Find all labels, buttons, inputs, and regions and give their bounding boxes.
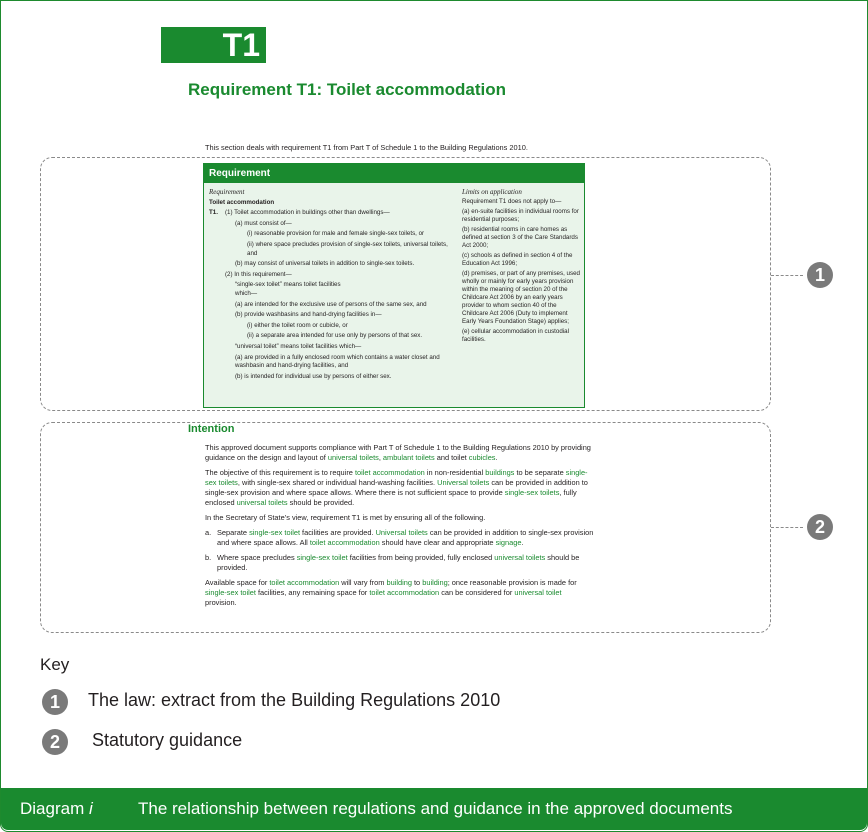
key-number-1: 1: [42, 689, 68, 715]
glossary-term: Universal toilets: [437, 478, 490, 487]
glossary-term: toilet accommodation: [369, 588, 440, 597]
definition-single-sex: “single-sex toilet” means toilet facilities which—: [235, 281, 341, 297]
intention-para-2: [205, 468, 595, 508]
clause-2d: (b) is intended for individual use by persons of either sex.: [235, 372, 392, 380]
limits-intro: Requirement T1 does not apply to—: [462, 198, 562, 205]
text-segment: Where space precludes: [217, 553, 297, 562]
text-segment: can be provided in addition to single-sex provision and where space allows. All: [217, 528, 594, 547]
glossary-term: toilet accommodation: [269, 578, 340, 587]
definition-universal: “universal toilet” means toilet facilities which—: [235, 342, 362, 350]
glossary-term: cubicles: [468, 453, 496, 462]
requirement-box: [203, 163, 585, 408]
diagram-caption: The relationship between regulations and guidance in the approved documents: [138, 799, 733, 818]
text-segment: should be provided.: [217, 553, 580, 572]
intention-para-1: [205, 443, 595, 463]
section-tab-label: T1: [222, 27, 260, 63]
callout-2: 2: [807, 514, 833, 540]
text-segment: .: [521, 538, 524, 547]
text-segment: ; once reasonable provision is made for: [447, 578, 577, 587]
diagram-label-number: i: [88, 799, 93, 818]
diagram-label-word: Diagram: [20, 799, 85, 818]
intention-para-3: In the Secretary of State’s view, requirement T1 is met by ensuring all of the following.: [205, 513, 486, 522]
glossary-term: building: [386, 578, 412, 587]
text-segment: The objective of this requirement is to require: [205, 468, 355, 477]
item-a-marker: a.: [205, 528, 212, 537]
requirement-column: [209, 188, 461, 381]
clause-2b-ii: (ii) a separate area intended for use only by persons of that sex.: [247, 332, 423, 340]
key-label-1: The law: extract from the Building Regulations 2010: [88, 690, 501, 710]
item-a-text: [217, 528, 593, 547]
intro-text: This section deals with requirement T1 from Part T of Schedule 1 to the Building Regulations 2010.: [205, 143, 528, 152]
text-segment: provision.: [205, 598, 237, 607]
glossary-term: Universal toilets: [375, 528, 428, 537]
section-tab: [161, 27, 266, 63]
clause-2a: (a) are intended for the exclusive use of persons of the same sex, and: [235, 300, 427, 308]
limit-e: (e) cellular accommodation in custodial facilities.: [462, 328, 569, 343]
t1-label: T1.: [209, 209, 218, 217]
intention-body: [205, 443, 595, 613]
text-segment: facilities from being provided, fully enclosed: [347, 553, 495, 562]
clause-2b-i: (i) either the toilet room or cubicle, or: [247, 321, 348, 329]
clause-1a: (a) must consist of—: [235, 219, 292, 227]
text-segment: should be provided.: [287, 498, 355, 507]
limits-column: [462, 188, 582, 344]
text-segment: .: [495, 453, 498, 462]
text-segment: can be considered for: [439, 588, 515, 597]
key-label-2: Statutory guidance: [92, 730, 243, 750]
glossary-term: toilet accommodation: [354, 468, 425, 477]
text-segment: to: [411, 578, 423, 587]
glossary-term: single-sex toilets: [205, 468, 588, 487]
clause-1a-i: (i) reasonable provision for male and female single-sex toilets, or: [247, 230, 425, 238]
glossary-term: single-sex toilet: [296, 553, 348, 562]
text-segment: Available space for: [205, 578, 270, 587]
glossary-term: universal toilets: [494, 553, 546, 562]
glossary-term: buildings: [485, 468, 515, 477]
limit-d: (d) premises, or part of any premises, used wholly or mainly for early years provision within the meaning of section 20 of the Childcare Act 2006 by an early years provider to whom section 40 of the Childcare Act 2006 (Duty to implement Early Years Foundation Stage) applies;: [462, 270, 580, 325]
requirement-box-header: Requirement: [204, 164, 584, 183]
limits-column-label: Limits on application: [462, 188, 522, 196]
text-segment: ,: [378, 453, 383, 462]
requirement-column-label: Requirement: [209, 188, 245, 196]
clause-2b: (b) provide washbasins and hand-drying facilities in—: [235, 311, 382, 319]
callout-1: 1: [807, 262, 833, 288]
intention-item-b: [205, 553, 595, 573]
key-title: Key: [40, 655, 70, 674]
callout-leader-1: [771, 275, 803, 276]
glossary-term: single-sex toilet: [249, 528, 300, 537]
clause-1a-ii: (ii) where space precludes provision of single-sex toilets, universal toilets, and: [247, 240, 448, 257]
text-segment: facilities are provided.: [300, 528, 376, 537]
limit-c: (c) schools as defined in section 4 of the Education Act 1996;: [462, 252, 573, 267]
glossary-term: universal toilets: [327, 453, 379, 462]
text-segment: should have clear and appropriate: [379, 538, 496, 547]
requirement-heading: Toilet accommodation: [209, 198, 275, 206]
intention-title: Intention: [188, 423, 235, 435]
text-segment: Separate: [217, 528, 250, 537]
text-segment: will vary from: [339, 578, 387, 587]
glossary-term: single-sex toilets: [504, 488, 560, 497]
clause-1: (1) Toilet accommodation in buildings other than dwellings—: [225, 209, 390, 217]
glossary-term: ambulant toilets: [382, 453, 435, 462]
text-segment: This approved document supports compliance with Part T of Schedule 1 to the Building Regulations 2010 by providing guidance on the design and layout of: [205, 443, 591, 462]
glossary-term: single-sex toilet: [205, 588, 256, 597]
glossary-term: signage: [495, 538, 522, 547]
clause-2: (2) In this requirement—: [225, 270, 292, 278]
text-segment: and toilet: [434, 453, 469, 462]
key-item-1: [42, 689, 501, 715]
intention-item-a: [205, 528, 595, 548]
limit-b: (b) residential rooms in care homes as defined at section 3 of the Care Standards Act 2000;: [462, 226, 578, 249]
text-segment: facilities, any remaining space for: [255, 588, 370, 597]
glossary-term: universal toilets: [236, 498, 288, 507]
callout-leader-2: [771, 527, 803, 528]
glossary-term: toilet accommodation: [309, 538, 380, 547]
diagram-label: [20, 788, 93, 830]
text-segment: , with single-sex shared or individual hand-washing facilities.: [237, 478, 438, 487]
key-number-2: 2: [42, 729, 68, 755]
clause-2c: (a) are provided in a fully enclosed room which contains a water closet and washbasin and hand-drying facilities, and: [235, 353, 440, 370]
diagram-caption-bar: [1, 788, 867, 830]
requirement-title: Requirement T1: Toilet accommodation: [188, 80, 507, 99]
clause-1b: (b) may consist of universal toilets in addition to single-sex toilets.: [235, 260, 415, 268]
item-b-marker: b.: [205, 553, 212, 562]
item-b-text: [217, 553, 579, 572]
text-segment: can be provided in addition to single-sex provision and where space allows. Where there is not sufficient space to provide: [205, 478, 588, 497]
glossary-term: building: [422, 578, 448, 587]
glossary-term: universal toilet: [514, 588, 562, 597]
text-segment: in non-residential: [424, 468, 486, 477]
limit-a: (a) en-suite facilities in individual rooms for residential purposes;: [462, 208, 579, 223]
text-segment: , fully enclosed: [205, 488, 577, 507]
text-segment: to be separate: [514, 468, 566, 477]
key-item-2: [42, 729, 243, 755]
intention-para-4: [205, 578, 595, 608]
